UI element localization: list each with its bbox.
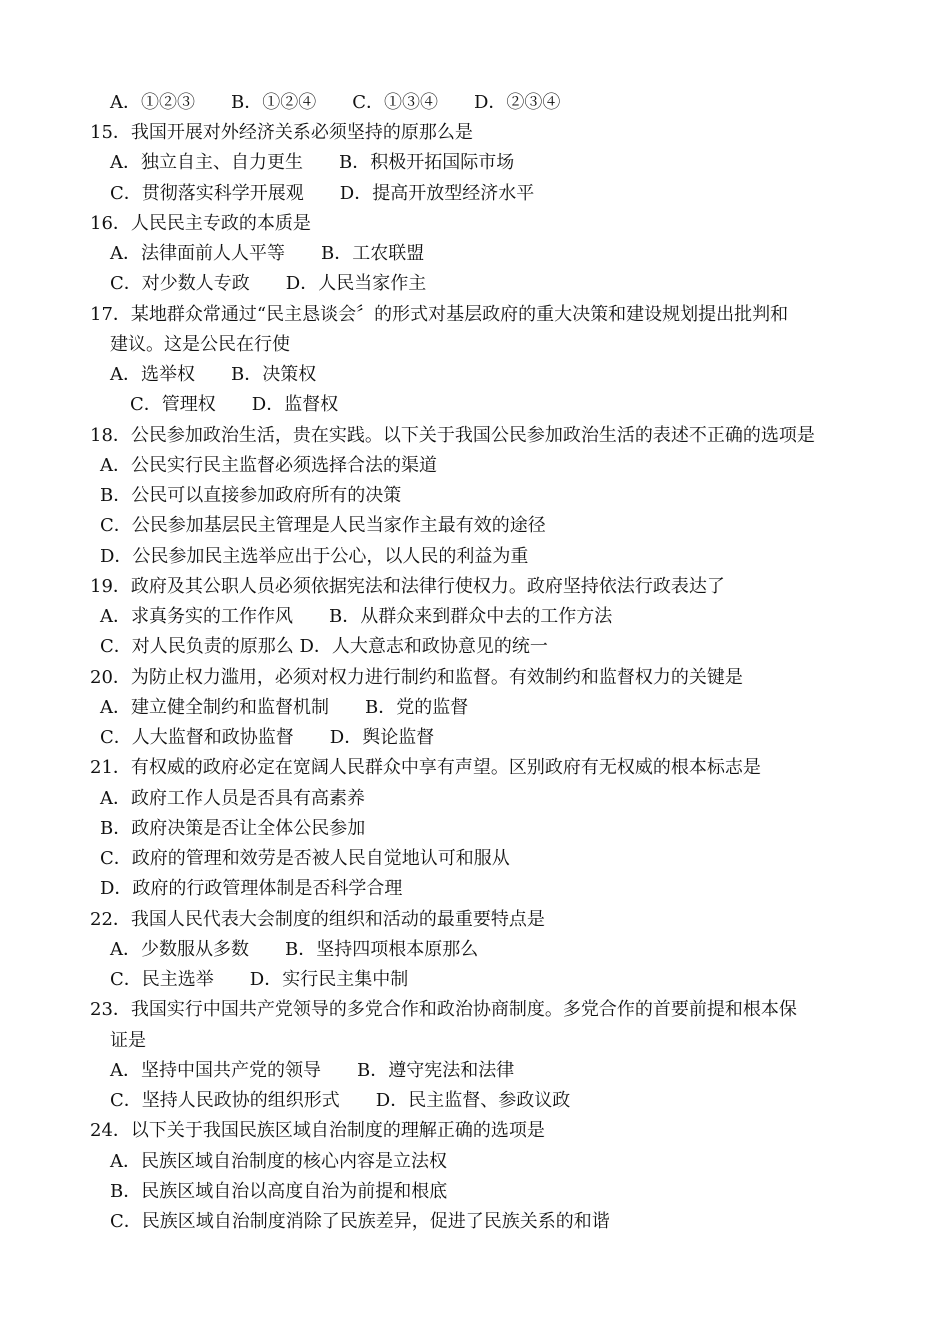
q15-options-ab: A．独立自主、自力更生 B．积极开拓国际市场	[110, 152, 515, 173]
q17-options-ab: A．选举权 B．决策权	[110, 364, 317, 385]
q24-option-a: A．民族区域自治制度的核心内容是立法权	[110, 1151, 447, 1172]
q19-options-ab: A．求真务实的工作作风 B．从群众来到群众中去的工作方法	[100, 606, 613, 627]
q18-option-d: D．公民参加民主选举应出于公心，以人民的利益为重	[100, 546, 529, 567]
q22-stem: 22．我国人民代表大会制度的组织和活动的最重要特点是	[90, 909, 545, 930]
q21-stem: 21．有权威的政府必定在宽阔人民群众中享有声望。区别政府有无权威的根本标志是	[90, 757, 761, 778]
q18-option-a: A．公民实行民主监督必须选择合法的渠道	[100, 455, 437, 476]
q22-options-cd: C．民主选举 D．实行民主集中制	[110, 969, 409, 990]
q24-option-c: C．民族区域自治制度消除了民族差异，促进了民族关系的和谐	[110, 1211, 610, 1232]
q17-options-cd: C．管理权 D．监督权	[130, 394, 339, 415]
q20-options-ab: A．建立健全制约和监督机制 B．党的监督	[100, 697, 469, 718]
q23-stem-cont: 证是	[110, 1030, 146, 1051]
q16-stem: 16．人民民主专政的本质是	[90, 213, 311, 234]
q24-option-b: B．民族区域自治以高度自治为前提和根底	[110, 1181, 448, 1202]
q17-stem: 17．某地群众常通过“民主恳谈会〞的形式对基层政府的重大决策和建设规划提出批判和	[90, 304, 789, 325]
q19-options-cd: C．对人民负责的原那么 D．人大意志和政协意见的统一	[100, 636, 548, 657]
q18-option-b: B．公民可以直接参加政府所有的决策	[100, 485, 402, 506]
q15-stem: 15．我国开展对外经济关系必须坚持的原那么是	[90, 122, 473, 143]
q16-options-cd: C．对少数人专政 D．人民当家作主	[110, 273, 427, 294]
q18-option-c: C．公民参加基层民主管理是人民当家作主最有效的途径	[100, 515, 546, 536]
q16-options-ab: A．法律面前人人平等 B．工农联盟	[110, 243, 425, 264]
q24-stem: 24．以下关于我国民族区域自治制度的理解正确的选项是	[90, 1120, 545, 1141]
q18-stem: 18．公民参加政治生活，贵在实践。以下关于我国公民参加政治生活的表述不正确的选项是	[90, 425, 815, 446]
q23-options-cd: C．坚持人民政协的组织形式 D．民主监督、参政议政	[110, 1090, 571, 1111]
q20-stem: 20．为防止权力滥用，必须对权力进行制约和监督。有效制约和监督权力的关键是	[90, 667, 743, 688]
q15-options-cd: C．贯彻落实科学开展观 D．提高开放型经济水平	[110, 183, 535, 204]
q14-options: A．①②③ B．①②④ C．①③④ D．②③④	[110, 92, 561, 113]
q23-stem: 23．我国实行中国共产党领导的多党合作和政治协商制度。多党合作的首要前提和根本保	[90, 999, 797, 1020]
q22-options-ab: A．少数服从多数 B．坚持四项根本原那么	[110, 939, 479, 960]
q20-options-cd: C．人大监督和政协监督 D．舆论监督	[100, 727, 435, 748]
q21-option-c: C．政府的管理和效劳是否被人民自觉地认可和服从	[100, 848, 510, 869]
q19-stem: 19．政府及其公职人员必须依据宪法和法律行使权力。政府坚持依法行政表达了	[90, 576, 725, 597]
q17-stem-cont: 建议。这是公民在行使	[110, 334, 290, 355]
q21-option-a: A．政府工作人员是否具有高素养	[100, 788, 365, 809]
q23-options-ab: A．坚持中国共产党的领导 B．遵守宪法和法律	[110, 1060, 515, 1081]
q21-option-b: B．政府决策是否让全体公民参加	[100, 818, 366, 839]
q21-option-d: D．政府的行政管理体制是否科学合理	[100, 878, 403, 899]
